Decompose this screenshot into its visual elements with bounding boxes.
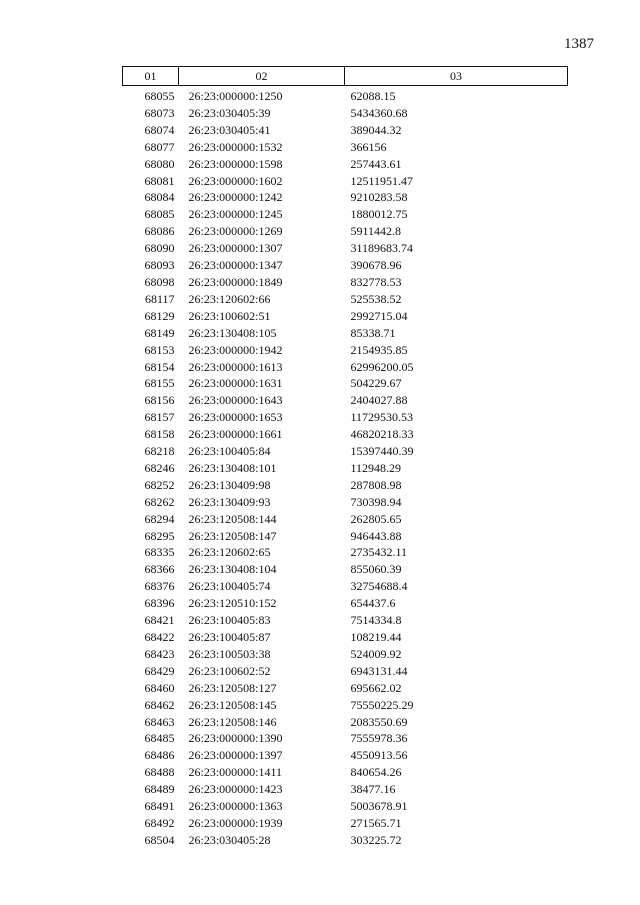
cell-row-id: 68376 <box>144 579 175 594</box>
cell-row-id: 68396 <box>144 596 175 611</box>
cell-row-id: 68149 <box>144 325 175 340</box>
table-row <box>123 764 568 781</box>
cell-row-id: 68486 <box>144 748 175 763</box>
cell-cadastral-number: 26:23:000000:1939 <box>188 815 283 830</box>
cell-cadastral-number: 26:23:100405:84 <box>188 444 271 459</box>
cell-value: 366156 <box>350 139 387 154</box>
table-row <box>123 460 568 477</box>
header-row <box>123 67 568 86</box>
cell-row-id: 68074 <box>144 122 175 137</box>
cell-row-id: 68218 <box>144 444 175 459</box>
table-row <box>123 697 568 714</box>
table-row <box>123 189 568 206</box>
cell-row-id: 68504 <box>144 832 175 847</box>
cell-value: 5434360.68 <box>350 105 408 120</box>
cell-cadastral-number: 26:23:000000:1269 <box>188 224 283 239</box>
cell-row-id: 68117 <box>144 291 175 306</box>
cell-cadastral-number: 26:23:000000:1423 <box>188 782 283 797</box>
table-row <box>123 206 568 223</box>
table-row <box>123 781 568 798</box>
cell-value: 257443.61 <box>350 156 402 171</box>
cell-value: 112948.29 <box>350 460 402 475</box>
table-row <box>123 612 568 629</box>
cell-cadastral-number: 26:23:100405:83 <box>188 613 271 628</box>
cell-value: 31189683.74 <box>350 241 414 256</box>
table-row <box>123 747 568 764</box>
cell-value: 730398.94 <box>350 494 402 509</box>
cell-cadastral-number: 26:23:130408:101 <box>188 460 277 475</box>
cell-cadastral-number: 26:23:000000:1390 <box>188 731 283 746</box>
table-row <box>123 494 568 511</box>
table-row <box>123 730 568 747</box>
cell-row-id: 68423 <box>144 646 175 661</box>
table-row <box>123 392 568 409</box>
header-col-01: 01 <box>123 67 179 86</box>
cell-row-id: 68252 <box>144 477 175 492</box>
cell-cadastral-number: 26:23:120508:144 <box>188 511 277 526</box>
cell-value: 5911442.8 <box>350 224 402 239</box>
cell-value: 504229.67 <box>350 376 402 391</box>
cell-row-id: 68366 <box>144 562 175 577</box>
cell-row-id: 68085 <box>144 207 175 222</box>
table-row <box>123 544 568 561</box>
cell-value: 85338.71 <box>350 325 396 340</box>
cell-row-id: 68084 <box>144 190 175 205</box>
table-row <box>123 156 568 173</box>
table-row <box>123 443 568 460</box>
table-row <box>123 409 568 426</box>
cell-cadastral-number: 26:23:120602:66 <box>188 291 271 306</box>
cell-cadastral-number: 26:23:000000:1613 <box>188 359 283 374</box>
table-row <box>123 595 568 612</box>
cell-value: 1880012.75 <box>350 207 408 222</box>
cell-cadastral-number: 26:23:000000:1363 <box>188 799 283 814</box>
table-row <box>123 375 568 392</box>
cell-value: 6943131.44 <box>350 663 408 678</box>
cell-cadastral-number: 26:23:000000:1411 <box>188 765 283 780</box>
cell-cadastral-number: 26:23:030405:39 <box>188 105 271 120</box>
cell-cadastral-number: 26:23:000000:1250 <box>188 89 283 103</box>
header-col-03: 03 <box>345 67 568 86</box>
cell-value: 15397440.39 <box>350 444 414 459</box>
cell-cadastral-number: 26:23:000000:1598 <box>188 156 283 171</box>
cell-value: 303225.72 <box>350 832 402 847</box>
cell-cadastral-number: 26:23:100602:52 <box>188 663 271 678</box>
cell-row-id: 68129 <box>144 308 175 323</box>
table-row <box>123 663 568 680</box>
cell-value: 11729530.53 <box>350 410 414 425</box>
cell-value: 4550913.56 <box>350 748 408 763</box>
cell-cadastral-number: 26:23:000000:1643 <box>188 393 283 408</box>
cell-value: 840654.26 <box>350 765 402 780</box>
table-body <box>123 86 568 849</box>
cell-row-id: 68055 <box>144 89 175 103</box>
cell-row-id: 68485 <box>144 731 175 746</box>
cell-cadastral-number: 26:23:100405:74 <box>188 579 271 594</box>
cell-row-id: 68492 <box>144 815 175 830</box>
cell-value: 2154935.85 <box>350 342 408 357</box>
cell-cadastral-number: 26:23:000000:1242 <box>188 190 283 205</box>
cell-row-id: 68157 <box>144 410 175 425</box>
cell-value: 2992715.04 <box>350 308 408 323</box>
cell-value: 2404027.88 <box>350 393 408 408</box>
cell-cadastral-number: 26:23:000000:1653 <box>188 410 283 425</box>
cell-cadastral-number: 26:23:100405:87 <box>188 630 271 644</box>
cell-value: 271565.71 <box>350 815 402 830</box>
table-row <box>123 646 568 663</box>
cell-cadastral-number: 26:23:130408:105 <box>188 325 277 340</box>
table-row <box>123 173 568 190</box>
cell-cadastral-number: 26:23:000000:1347 <box>188 258 283 273</box>
cell-value: 832778.53 <box>350 274 402 289</box>
cell-row-id: 68491 <box>144 799 175 814</box>
table-row <box>123 122 568 139</box>
cell-row-id: 68086 <box>144 224 175 239</box>
table-row <box>123 714 568 731</box>
cell-row-id: 68093 <box>144 258 175 273</box>
table-row <box>123 342 568 359</box>
cell-row-id: 68098 <box>144 274 175 289</box>
cell-row-id: 68246 <box>144 460 175 475</box>
cell-value: 7555978.36 <box>350 731 408 746</box>
cell-value: 654437.6 <box>350 596 396 611</box>
cell-cadastral-number: 26:23:100602:51 <box>188 308 271 323</box>
table-row <box>123 426 568 443</box>
cell-value: 524009.92 <box>350 646 402 661</box>
cell-value: 9210283.58 <box>350 190 408 205</box>
table-row <box>123 257 568 274</box>
table-row <box>123 325 568 342</box>
cell-value: 855060.39 <box>350 562 402 577</box>
cell-value: 46820218.33 <box>350 427 414 442</box>
cell-cadastral-number: 26:23:000000:1307 <box>188 241 283 256</box>
cell-row-id: 68156 <box>144 393 175 408</box>
cell-row-id: 68294 <box>144 511 175 526</box>
cell-value: 946443.88 <box>350 528 402 543</box>
cell-value: 32754688.4 <box>350 579 408 594</box>
cell-cadastral-number: 26:23:000000:1397 <box>188 748 283 763</box>
table-row <box>123 815 568 832</box>
cell-cadastral-number: 26:23:100503:38 <box>188 646 271 661</box>
cell-value: 7514334.8 <box>350 613 402 628</box>
cell-row-id: 68081 <box>144 173 175 188</box>
cell-cadastral-number: 26:23:000000:1661 <box>188 427 283 442</box>
cell-row-id: 68422 <box>144 630 175 644</box>
cell-value: 287808.98 <box>350 477 402 492</box>
cell-cadastral-number: 26:23:030405:28 <box>188 832 271 847</box>
cell-value: 525538.52 <box>350 291 402 306</box>
cell-value: 108219.44 <box>350 630 402 644</box>
cell-cadastral-number: 26:23:000000:1532 <box>188 139 283 154</box>
table-row <box>123 798 568 815</box>
cell-value: 2735432.11 <box>350 545 408 560</box>
cell-value: 12511951.47 <box>350 173 414 188</box>
table-row <box>123 223 568 240</box>
table-row <box>123 291 568 308</box>
cell-row-id: 68460 <box>144 680 175 695</box>
cell-value: 62996200.05 <box>350 359 414 374</box>
cell-cadastral-number: 26:23:120508:127 <box>188 680 277 695</box>
cell-value: 390678.96 <box>350 258 402 273</box>
cell-cadastral-number: 26:23:120602:65 <box>188 545 271 560</box>
cell-cadastral-number: 26:23:000000:1849 <box>188 274 283 289</box>
cell-row-id: 68080 <box>144 156 175 171</box>
cell-cadastral-number: 26:23:000000:1602 <box>188 173 283 188</box>
cell-row-id: 68295 <box>144 528 175 543</box>
cell-value: 38477.16 <box>350 782 396 797</box>
cell-row-id: 68158 <box>144 427 175 442</box>
cell-row-id: 68462 <box>144 697 175 712</box>
cell-row-id: 68335 <box>144 545 175 560</box>
cell-row-id: 68155 <box>144 376 175 391</box>
cell-row-id: 68154 <box>144 359 175 374</box>
cell-row-id: 68073 <box>144 105 175 120</box>
cell-value: 695662.02 <box>350 680 402 695</box>
cell-cadastral-number: 26:23:120508:145 <box>188 697 277 712</box>
cell-cadastral-number: 26:23:120510:152 <box>188 596 277 611</box>
cell-row-id: 68429 <box>144 663 175 678</box>
table-row <box>123 240 568 257</box>
table-row <box>123 105 568 122</box>
cell-row-id: 68077 <box>144 139 175 154</box>
table-row <box>123 86 568 105</box>
cell-value: 5003678.91 <box>350 799 408 814</box>
table-row <box>123 832 568 849</box>
table-row <box>123 578 568 595</box>
cell-cadastral-number: 26:23:000000:1245 <box>188 207 283 222</box>
cell-cadastral-number: 26:23:130408:104 <box>188 562 277 577</box>
table-row <box>123 274 568 291</box>
cell-row-id: 68421 <box>144 613 175 628</box>
table-row <box>123 359 568 376</box>
cell-cadastral-number: 26:23:030405:41 <box>188 122 271 137</box>
cell-cadastral-number: 26:23:130409:98 <box>188 477 271 492</box>
table-row <box>123 511 568 528</box>
cell-cadastral-number: 26:23:120508:147 <box>188 528 277 543</box>
cell-row-id: 68262 <box>144 494 175 509</box>
cell-value: 75550225.29 <box>350 697 414 712</box>
table-row <box>123 561 568 578</box>
table-row <box>123 477 568 494</box>
cell-cadastral-number: 26:23:000000:1942 <box>188 342 283 357</box>
table-row <box>123 308 568 325</box>
table-row <box>123 680 568 697</box>
table-row <box>123 139 568 156</box>
cell-row-id: 68489 <box>144 782 175 797</box>
data-table <box>122 66 568 849</box>
table-row <box>123 528 568 545</box>
cell-row-id: 68463 <box>144 714 175 729</box>
cell-value: 389044.32 <box>350 122 402 137</box>
header-col-02: 02 <box>179 67 345 86</box>
cell-value: 62088.15 <box>350 89 396 103</box>
cell-row-id: 68090 <box>144 241 175 256</box>
cell-row-id: 68153 <box>144 342 175 357</box>
page-number: 1387 <box>564 36 594 52</box>
table-header <box>123 67 568 86</box>
table-row <box>123 629 568 646</box>
cell-cadastral-number: 26:23:000000:1631 <box>188 376 283 391</box>
cell-cadastral-number: 26:23:130409:93 <box>188 494 271 509</box>
cell-value: 262805.65 <box>350 511 402 526</box>
cell-row-id: 68488 <box>144 765 175 780</box>
cell-cadastral-number: 26:23:120508:146 <box>188 714 277 729</box>
cell-value: 2083550.69 <box>350 714 408 729</box>
